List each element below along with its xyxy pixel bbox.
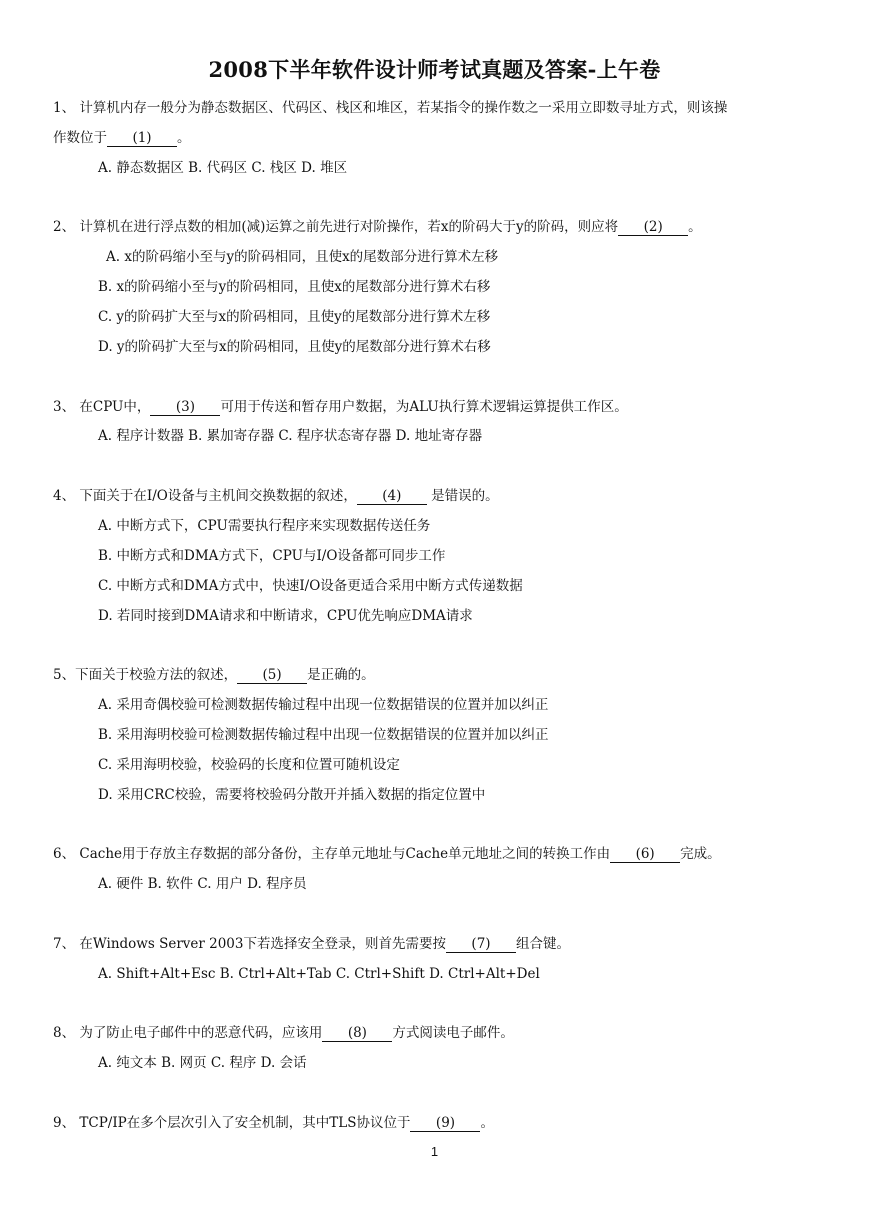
question-1-stem-line-1 xyxy=(53,98,727,118)
question-3-text: 3、 在CPU中， xyxy=(53,399,151,415)
answer-blank-5: (5) xyxy=(237,667,307,684)
question-6-suffix: 完成。 xyxy=(680,846,721,862)
question-1-text-cont: 作数位于 xyxy=(53,130,107,146)
question-5-text: 5、下面关于校验方法的叙述， xyxy=(53,667,238,683)
answer-blank-1: (1) xyxy=(107,130,177,147)
question-6-text: 6、 Cache用于存放主存数据的部分备份，主存单元地址与Cache单元地址之间的转换工作由 xyxy=(53,846,611,862)
question-5-stem xyxy=(53,665,375,685)
question-3-stem xyxy=(53,397,628,417)
page-title: 2008下半年软件设计师考试真题及答案-上午卷 xyxy=(208,57,661,82)
question-6-options: A. 硬件 B. 软件 C. 用户 D. 程序员 xyxy=(98,876,307,892)
question-4-option-a: A. 中断方式下，CPU需要执行程序来实现数据传送任务 xyxy=(98,518,431,534)
question-8-text: 8、 为了防止电子邮件中的恶意代码，应该用 xyxy=(53,1025,323,1041)
question-5-option-b: B. 采用海明校验可检测数据传输过程中出现一位数据错误的位置并加以纠正 xyxy=(98,727,549,743)
answer-blank-3: (3) xyxy=(150,399,220,416)
question-6-stem xyxy=(53,844,721,864)
question-8-options: A. 纯文本 B. 网页 C. 程序 D. 会话 xyxy=(98,1055,307,1071)
question-2-text: 2、 计算机在进行浮点数的相加(减)运算之前先进行对阶操作，若x的阶码大于y的阶码，则应将 xyxy=(53,219,619,235)
answer-blank-2: (2) xyxy=(618,219,688,236)
question-5-suffix: 是正确的。 xyxy=(307,667,375,683)
question-3-options: A. 程序计数器 B. 累加寄存器 C. 程序状态寄存器 D. 地址寄存器 xyxy=(98,428,483,444)
question-1-options: A. 静态数据区 B. 代码区 C. 栈区 D. 堆区 xyxy=(98,160,348,176)
question-8-stem xyxy=(53,1023,514,1043)
question-2-option-d: D. y的阶码扩大至与x的阶码相同，且使y的尾数部分进行算术右移 xyxy=(98,339,491,355)
question-8-suffix: 方式阅读电子邮件。 xyxy=(392,1025,514,1041)
question-7-stem xyxy=(53,934,570,954)
answer-blank-6: (6) xyxy=(610,846,680,863)
question-7-options: A. Shift+Alt+Esc B. Ctrl+Alt+Tab C. Ctrl+Shift D. Ctrl+Alt+Del xyxy=(98,966,540,982)
answer-blank-7: (7) xyxy=(446,936,516,953)
question-4-stem xyxy=(53,486,499,506)
question-4-option-b: B. 中断方式和DMA方式下，CPU与I/O设备都可同步工作 xyxy=(98,548,446,564)
question-2-option-c: C. y的阶码扩大至与x的阶码相同，且使y的尾数部分进行算术左移 xyxy=(98,309,491,325)
question-5-option-c: C. 采用海明校验，校验码的长度和位置可随机设定 xyxy=(98,757,400,773)
question-1-text: 1、 计算机内存一般分为静态数据区、代码区、栈区和堆区，若某指令的操作数之一采用立即数寻址方式，则该操 xyxy=(53,100,728,116)
question-5-option-a: A. 采用奇偶校验可检测数据传输过程中出现一位数据错误的位置并加以纠正 xyxy=(98,697,549,713)
question-7-text: 7、 在Windows Server 2003下若选择安全登录，则首先需要按 xyxy=(53,936,446,952)
question-1-stem-line-2 xyxy=(53,128,191,148)
question-2-option-a: A. x的阶码缩小至与y的阶码相同，且使x的尾数部分进行算术左移 xyxy=(106,249,499,265)
question-4-option-d: D. 若同时接到DMA请求和中断请求，CPU优先响应DMA请求 xyxy=(98,608,473,624)
question-1-suffix: 。 xyxy=(177,130,191,146)
question-3-suffix: 可用于传送和暂存用户数据，为ALU执行算术逻辑运算提供工作区。 xyxy=(220,399,628,415)
question-4-suffix: 是错误的。 xyxy=(426,488,499,504)
question-9-stem xyxy=(53,1113,494,1133)
question-7-suffix: 组合键。 xyxy=(515,936,570,952)
question-4-option-c: C. 中断方式和DMA方式中，快速I/O设备更适合采用中断方式传递数据 xyxy=(98,578,523,594)
answer-blank-4: (4) xyxy=(357,488,427,505)
answer-blank-8: (8) xyxy=(322,1025,392,1042)
question-2-option-b: B. x的阶码缩小至与y的阶码相同，且使x的尾数部分进行算术右移 xyxy=(98,279,491,295)
question-9-suffix: 。 xyxy=(480,1115,494,1131)
question-2-suffix: 。 xyxy=(688,219,702,235)
question-4-text: 4、 下面关于在I/O设备与主机间交换数据的叙述， xyxy=(53,488,357,504)
question-9-text: 9、 TCP/IP在多个层次引入了安全机制，其中TLS协议位于 xyxy=(53,1115,411,1131)
question-2-stem xyxy=(53,217,702,237)
question-5-option-d: D. 采用CRC校验，需要将校验码分散开并插入数据的指定位置中 xyxy=(98,787,486,803)
page-number: 1 xyxy=(430,1144,439,1159)
answer-blank-9: (9) xyxy=(410,1115,480,1132)
